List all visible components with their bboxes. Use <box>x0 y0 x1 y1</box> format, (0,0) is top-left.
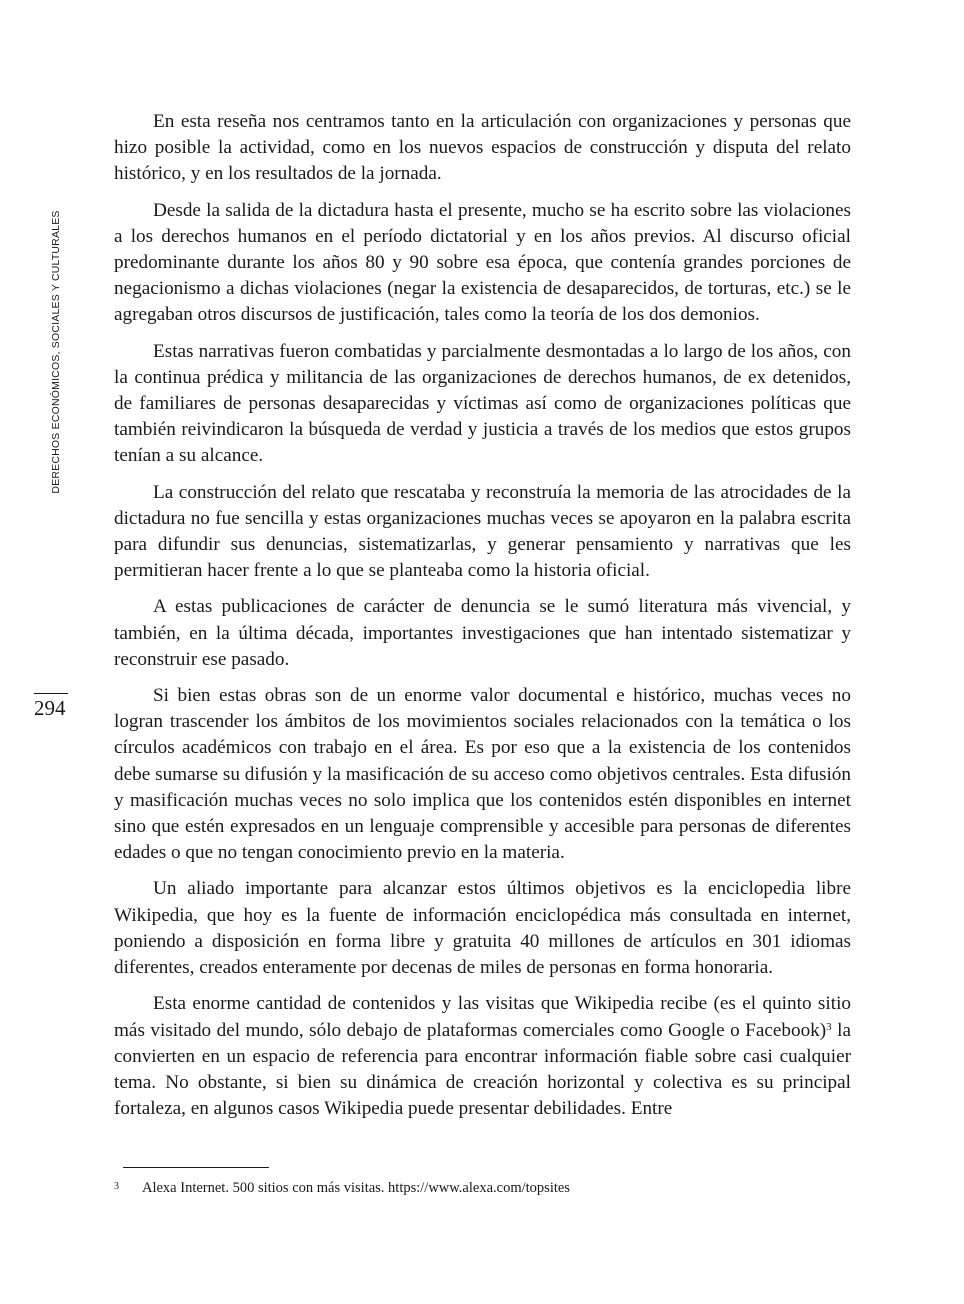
running-head: DERECHOS ECONÓMICOS, SOCIALES Y CULTURALES <box>50 210 62 494</box>
paragraph-7: Un aliado importante para alcanzar estos últimos objetivos es la enciclopedia libre Wikipedia, que hoy es la fuente de información enciclopédica más consultada en internet, poniendo a disposición en forma libre y gratuita 40 millones de artículos en 301 idiomas diferentes, creados enteramente por decenas de miles de personas en forma honoraria. <box>114 878 851 979</box>
paragraph-1: En esta reseña nos centramos tanto en la articulación con organizaciones y personas que hizo posible la actividad, como en los nuevos espacios de construcción y disputa del relato histórico, y en los resultados de la jornada. <box>114 111 851 185</box>
paragraph-2: Desde la salida de la dictadura hasta el presente, mucho se ha escrito sobre las violaciones a los derechos humanos en el período dictatorial y en los años previos. Al discurso oficial predominante durante los años 80 y 90 sobre esa época, que contenía grandes porciones de negacionismo a dichas violaciones (negar la existencia de desaparecidos, de torturas, etc.) se le agregaban otros discursos de justificación, tales como la teoría de los dos demonios. <box>114 199 851 326</box>
paragraph-4: La construcción del relato que rescataba y reconstruía la memoria de las atrocidades de la dictadura no fue sencilla y estas organizaciones muchas veces se apoyaron en la palabra escrita para difundir sus denuncias, sistematizarlas, y generar pensamiento y narrativas que les permitieran hacer frente a lo que se planteaba como la historia oficial. <box>114 481 851 582</box>
footnote-text: Alexa Internet. 500 sitios con más visitas. https://www.alexa.com/topsites <box>142 1180 570 1196</box>
body-text <box>114 109 851 1132</box>
footnote-number: 3 <box>114 1181 119 1192</box>
footnote <box>114 1177 851 1198</box>
page-number: 294 <box>34 696 66 720</box>
paragraph-5: A estas publicaciones de carácter de denuncia se le sumó literatura más vivencial, y también, en la última década, importantes investigaciones que han intentado sistematizar y reconstruir ese pasado. <box>114 596 851 670</box>
paragraph-6: Si bien estas obras son de un enorme valor documental e histórico, muchas veces no logran trascender los ámbitos de los movimientos sociales relacionados con la temática o los círculos académicos con trabajo en el área. Es por eso que a la existencia de los contenidos debe sumarse su difusión y la masificación de su acceso como objetivos centrales. Esta difusión y masificación muchas veces no solo implica que los contenidos estén disponibles en internet sino que estén expresados en un lenguaje comprensible y accesible para personas de diferentes edades o que no tengan conocimiento previo en la materia. <box>114 685 851 864</box>
footnote-reference[interactable]: 3 <box>826 1020 832 1033</box>
paragraph-8-start: Esta enorme cantidad de contenidos y las visitas que Wikipedia recibe (es el quinto sitio más visitado del mundo, sólo debajo de plataformas comerciales como Google o Facebook) <box>114 993 851 1041</box>
paragraph-8 <box>114 991 851 1122</box>
page-number-rule <box>34 693 68 694</box>
paragraph-8-end: la convierten en un espacio de referencia para encontrar información fiable sobre casi cualquier tema. No obstante, si bien su dinámica de creación horizontal y colectiva es su principal fortaleza, en algunos casos Wikipedia puede presentar debilidades. Entre <box>114 1019 851 1120</box>
paragraph-3: Estas narrativas fueron combatidas y parcialmente desmontadas a lo largo de los años, con la continua prédica y militancia de las organizaciones de derechos humanos, de ex detenidos, de familiares de personas desaparecidas y víctimas así como de organizaciones políticas que también reivindicaron la búsqueda de verdad y justicia a través de los medios que estos grupos tenían a su alcance. <box>114 340 851 467</box>
footnote-separator <box>123 1167 269 1168</box>
